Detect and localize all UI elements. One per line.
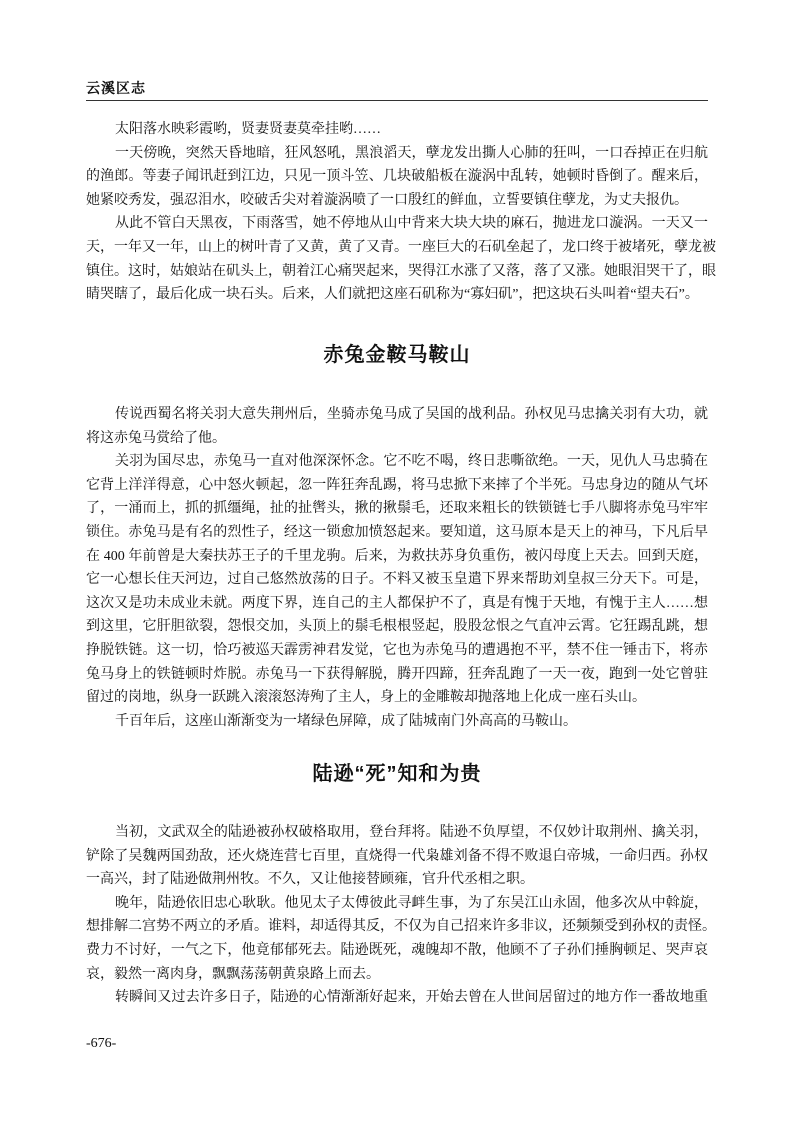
text-line: 太阳落水映彩霞哟，贤妻贤妻莫牵挂哟…… (115, 122, 381, 137)
text-line: 千百年后，这座山渐渐变为一堵绿色屏障，成了陆城南门外高高的马鞍山。 (115, 713, 577, 729)
paragraph (86, 821, 708, 892)
text-line: 镇住。这时，姑娘站在矶头上，朝着江心痛哭起来，哭得江水涨了又落，落了又涨。她眼泪哭干了，眼 (86, 263, 716, 279)
section-title-chitu: 赤兔金鞍马鞍山 (323, 344, 471, 366)
text-line: 它背上洋洋得意，心中怒火顿起，忽一阵狂奔乱踢，将马忠掀下来摔了个半死。马忠身边的随从气坏 (86, 477, 708, 493)
paragraph (86, 142, 708, 213)
text-line: 了，一涌而上，抓的抓缰绳，扯的扯辔头，揪的揪鬃毛，还取来粗长的铁锁链七手八脚将赤兔马牢牢 (86, 501, 708, 517)
text-line: 晚年，陆逊依旧忠心耿耿。他见太子太傅彼此寻衅生事，为了东吴江山永固，他多次从中斡旋， (115, 895, 708, 911)
text-line: 挣脱铁链。这一切，恰巧被巡天霹雳神君发觉，它也为赤兔马的遭遇抱不平，禁不住一锤击下，将赤 (86, 642, 708, 658)
text-line: 转瞬间又过去许多日子，陆逊的心情渐渐好起来，开始去曾在人世间居留过的地方作一番故地重 (115, 990, 708, 1006)
page-number: -676- (86, 1036, 117, 1051)
text-line: 铲除了吴魏两国劲敌，还火烧连营七百里，直烧得一代枭雄刘备不得不败退白帝城，一命归西。孙权 (86, 848, 708, 864)
text-line: 传说西蜀名将关羽大意失荆州后，坐骑赤兔马成了吴国的战利品。孙权见马忠擒关羽有大功，就 (115, 407, 708, 422)
text-line: 哀，毅然一离肉身，飘飘荡荡朝黄泉路上而去。 (86, 966, 380, 982)
paragraph (86, 118, 708, 142)
text-line: 她紧咬秀发，强忍泪水，咬破舌尖对着漩涡喷了一口殷红的鲜血，立誓要镇住孽龙，为丈夫报仇。 (86, 192, 688, 208)
text-line: 在 400 年前曾是大秦扶苏王子的千里龙驹。后来，为救扶苏身负重伤，被闪母度上天去。回到天庭， (86, 548, 708, 564)
text-line: 想排解二宫势不两立的矛盾。谁料，却适得其反，不仅为自己招来许多非议，还频频受到孙权的责怪。 (86, 919, 716, 935)
text-line: 费力不讨好，一气之下，他竟郁郁死去。陆逊既死，魂魄却不散，他顾不了子孙们捶胸顿足、哭声哀 (86, 942, 708, 958)
text-line: 留过的岗地，纵身一跃跳入滚滚怒涛殉了主人，身上的金雕鞍却抛落地上化成一座石头山。 (86, 690, 646, 706)
text-line: 的渔郎。等妻子闻讯赶到江边，只见一顶斗笠、几块破船板在漩涡中乱转，她顿时昏倒了。醒来后， (86, 169, 708, 185)
text-line: 兔马身上的铁链顿时炸脱。赤兔马一下获得解脱，腾开四蹄，狂奔乱跑了一天一夜，跑到一处它曾驻 (86, 666, 708, 682)
paragraph (86, 403, 708, 450)
text-line: 睛哭瞎了，最后化成一块石头。后来，人们就把这座石矶称为“寡妇矶”，把这块石头叫着“望夫石”。 (86, 287, 699, 303)
intro-text (86, 118, 716, 307)
text-line: 这次又是功未成业未就。两度下界，连自己的主人都保护不了，真是有愧于天地，有愧于主人……想 (86, 595, 708, 611)
paragraph (86, 986, 708, 1010)
text-line: 将这赤兔马赏给了他。 (86, 430, 226, 446)
text-line: 它一心想长住天河边，过自己悠然放荡的日子。不料又被玉皇遣下界来帮助刘皇叔三分天下。可是， (86, 572, 708, 588)
text-line: 锁住。赤兔马是有名的烈性子，经这一锁愈加愤怒起来。要知道，这马原本是天上的神马，下凡后早 (86, 524, 708, 540)
section-luxun-body (86, 821, 716, 1010)
section-chitu-body (86, 403, 708, 733)
header-rule (86, 100, 708, 101)
text-line: 天，一年又一年，山上的树叶青了又黄，黄了又青。一座巨大的石矶垒起了，龙口终于被堵死，孽龙被 (86, 239, 716, 255)
section-title-luxun: 陆逊“死”知和为贵 (312, 763, 482, 785)
text-line: 一天傍晚，突然天昏地暗，狂风怒吼，黑浪滔天，孽龙发出撕人心肺的狂叫，一口吞掉正在归航 (115, 145, 708, 161)
paragraph (86, 212, 716, 306)
text-line: 一高兴，封了陆逊做荆州牧。不久，又让他接替顾雍，官升代丞相之职。 (86, 872, 534, 888)
paragraph (86, 450, 708, 710)
paragraph (86, 892, 716, 986)
paragraph (86, 710, 708, 734)
text-line: 关羽为国尽忠，赤兔马一直对他深深怀念。它不吃不喝，终日悲嘶欲绝。一天，见仇人马忠骑在 (115, 454, 708, 470)
text-line: 到这里，它肝胆欲裂，怨恨交加，头顶上的鬃毛根根竖起，股股忿恨之气直冲云霄。它狂踢乱跳，想 (86, 619, 708, 635)
text-line: 当初，文武双全的陆逊被孙权破格取用，登台拜将。陆逊不负厚望，不仅妙计取荆州、擒关羽， (115, 825, 708, 840)
running-head-title: 云溪区志 (86, 80, 146, 96)
text-line: 从此不管白天黑夜，下雨落雪，她不停地从山中背来大块大块的麻石，抛进龙口漩涡。一天又一 (115, 216, 708, 232)
